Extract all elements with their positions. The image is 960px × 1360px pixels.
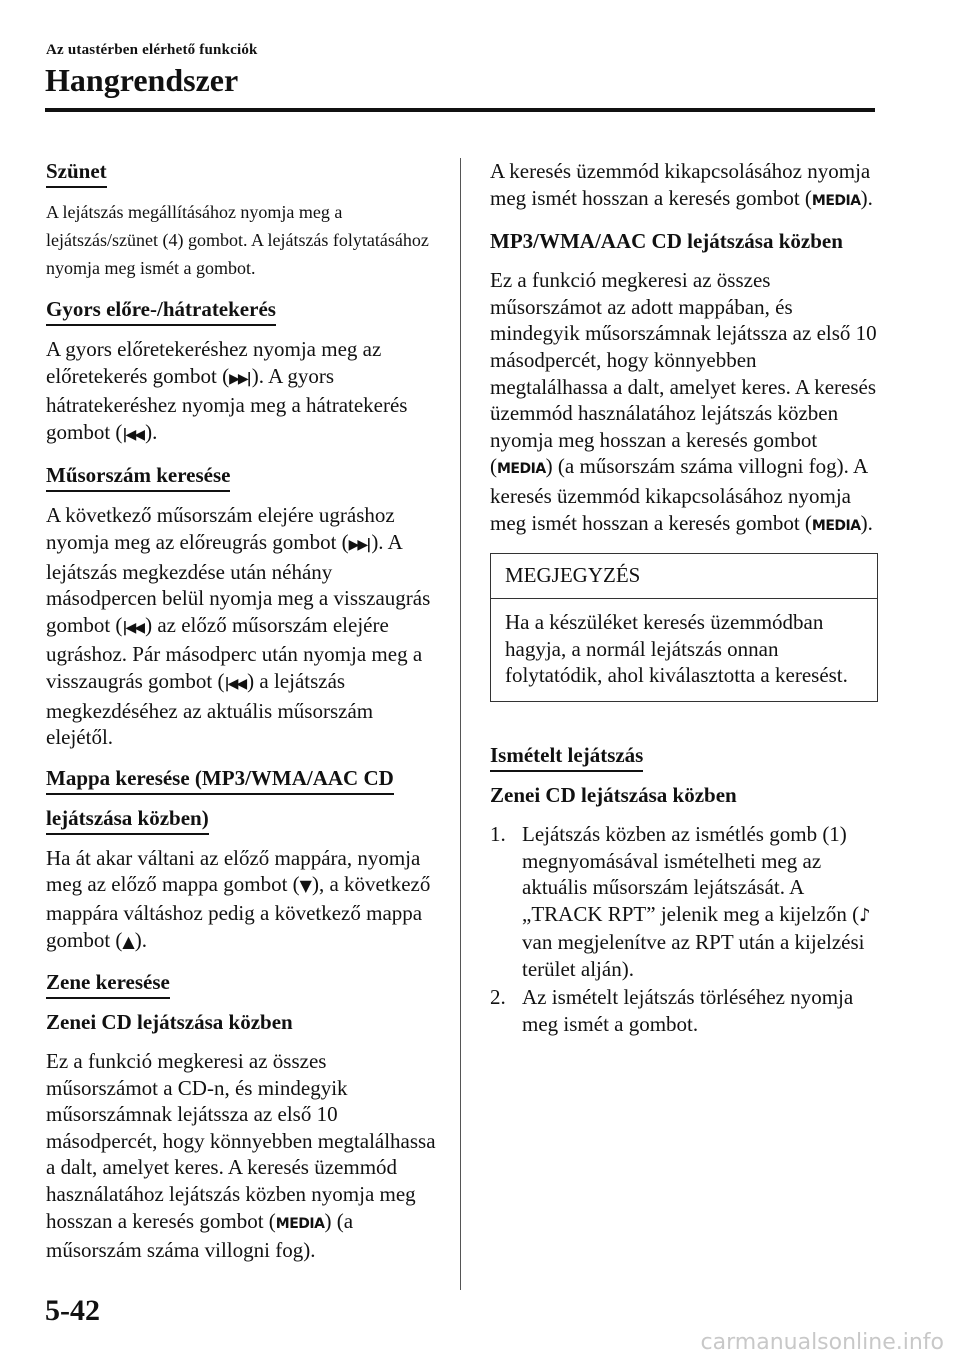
text-segment: Lejátszás közben az ismétlés gomb (1) megnyomásával ismételheti meg az aktuális műsorszám lejátszását. A „TRACK RPT” jelenik meg a kijelzőn ( [522, 821, 860, 926]
media-button-icon: MEDIA [811, 517, 861, 534]
text-segment: ), a következő mappára váltáshoz pedig a következő mappa gombot ( [46, 872, 431, 952]
media-button-icon: MEDIA [497, 461, 546, 478]
text-segment: ). [860, 185, 873, 210]
text-segment: ). [134, 927, 147, 952]
subheading-mp3: MP3/WMA/AAC CD lejátszása közben [490, 229, 843, 254]
subheading-zenei-cd: Zenei CD lejátszása közben [46, 1010, 293, 1035]
paragraph-gyors [46, 336, 438, 448]
text-segment: Ez a funkció megkeresi az összes műsorszámot az adott mappában, és mindegyik műsorszámnak lejátssza az első 10 másodpercét, hogy könnyebben megtalálhassa a dalt, amelyet keres. A keresés üzemmód használatához lejátszás közben nyomja meg hosszan a keresés gombot ( [490, 268, 877, 479]
text-segment: Ez a funkció megkeresi az összes műsorszámot a CD-n, és mindegyik műsorszámnak lejátssza az első 10 másodpercét, hogy könnyebben megtalálhassa a dalt, amelyet keres. A keresés üzemmód használatához lejátszás közben nyomja meg hosszan a keresés gombot ( [46, 1049, 436, 1233]
paragraph-mappa [46, 845, 438, 955]
text-segment: ). A gyors hátratekeréshez nyomja meg a hátratekerés gombot ( [46, 363, 408, 444]
heading-musorszam: Műsorszám keresése [46, 462, 230, 492]
media-button-icon: MEDIA [275, 1215, 325, 1232]
text-segment: ) a lejátszás megkezdéséhez az aktuális műsorszám elejétől. [46, 668, 374, 750]
heading-gyors: Gyors előre-/hátratekerés [46, 296, 276, 326]
text-segment: A következő műsorszám elejére ugráshoz nyomja meg az előreugrás gombot ( [46, 503, 395, 554]
left-column [46, 158, 438, 1278]
page-title: Hangrendszer [45, 62, 239, 98]
heading-ismetelt: Ismételt lejátszás [490, 742, 643, 772]
text-segment: ) (a műsorszám száma villogni fog). [46, 1208, 354, 1263]
heading-line: Mappa keresése (MP3/WMA/AAC CD [46, 765, 394, 790]
paragraph-szunet: A lejátszás megállításához nyomja meg a lejátszás/szünet (4) gombot. A lejátszás folytatásához nyomja meg ismét a gombot. [46, 202, 429, 278]
list-number: 2. [490, 985, 506, 1010]
list-number: 1. [490, 821, 506, 846]
paragraph-musorszam [46, 502, 438, 750]
heading-mappa-cont [46, 805, 209, 835]
text-segment: A gyors előretekeréshez nyomja meg az előretekerés gombot ( [46, 337, 382, 388]
text-segment: Az ismételt lejátszás törléséhez nyomja meg ismét a gombot. [522, 985, 854, 1037]
watermark: carmanualsonline.info [700, 1330, 944, 1355]
text-segment: ) (a műsorszám száma villogni fog). A keresés üzemmód kikapcsolásához nyomja meg ismét hosszan a keresés gombot ( [490, 454, 868, 535]
text-segment: Ha át akar váltani az előző mappára, nyomja meg az előző mappa gombot ( [46, 845, 421, 897]
note-text: Ha a készüléket keresés üzemmódban hagyja, a normál lejátszás onnan folytatódik, ahol kiválasztotta a keresést. [505, 610, 848, 688]
text-segment: ). A lejátszás megkezdése után néhány másodpercen belül nyomja meg a visszaugrás gombot ( [46, 529, 431, 637]
note-box [490, 553, 878, 702]
text-segment: ). [860, 510, 873, 535]
heading-zene: Zene keresése [46, 969, 170, 999]
heading-szunet: Szünet [46, 158, 107, 188]
folder-down-icon: ▼ [299, 876, 312, 896]
page-number: 5-42 [45, 1294, 100, 1327]
previous-track-icon: |◀◀ [122, 426, 144, 443]
previous-track-icon: |◀◀ [224, 675, 246, 692]
next-track-icon: ▶▶| [348, 536, 370, 553]
text-segment: ). [145, 419, 158, 444]
list-item [490, 984, 878, 1037]
paragraph-zene [46, 1048, 438, 1264]
next-track-icon: ▶▶| [229, 370, 250, 387]
heading-line: lejátszása közben) [46, 805, 209, 830]
text-segment: A keresés üzemmód kikapcsolásához nyomja meg ismét hosszan a keresés gombot ( [490, 159, 871, 210]
note-title: MEGJEGYZÉS [491, 554, 877, 599]
column-divider [460, 158, 461, 1290]
text-segment: ) az előző műsorszám elejére ugráshoz. Pár másodperc után nyomja meg a visszaugrás gombot ( [46, 612, 423, 693]
heading-mappa [46, 765, 394, 795]
paragraph-kikapcs [490, 158, 878, 214]
repeat-steps-list [490, 821, 878, 1038]
list-item [490, 821, 878, 983]
paragraph-mp3 [490, 267, 878, 539]
text-segment: van megjelenítve az RPT után a kijelzési terület alján). [522, 930, 865, 981]
media-button-icon: MEDIA [811, 192, 861, 209]
folder-up-icon: ▲ [122, 931, 135, 951]
subheading-zenei-cd-repeat: Zenei CD lejátszása közben [490, 782, 737, 807]
header-rule [45, 108, 875, 112]
previous-track-icon: |◀◀ [122, 619, 144, 636]
section-label: Az utastérben elérhető funkciók [46, 42, 258, 58]
right-column [490, 158, 878, 1040]
music-note-icon: ♪ [859, 904, 871, 926]
